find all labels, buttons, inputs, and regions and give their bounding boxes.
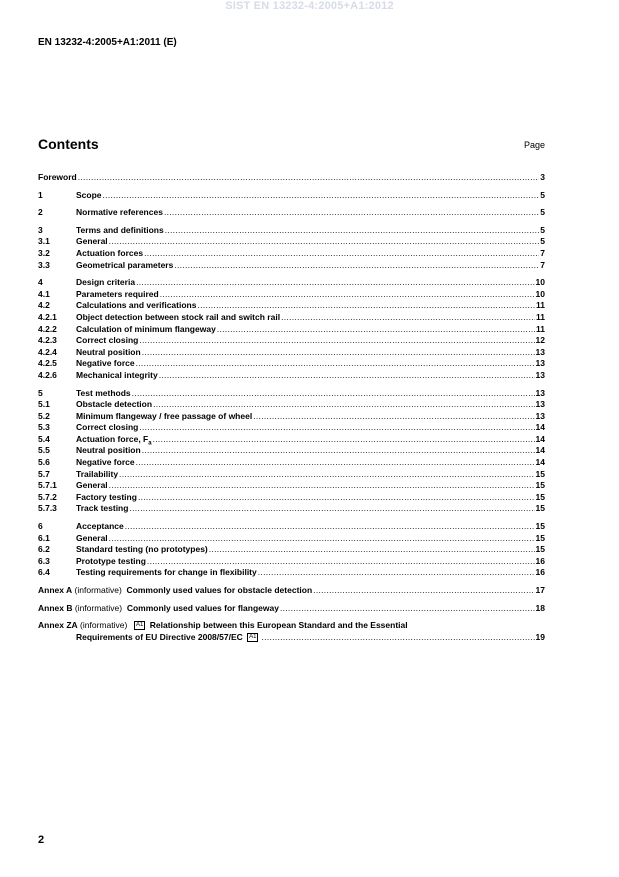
toc-entry[interactable]: [38, 434, 545, 446]
toc-entry-page: 15: [535, 468, 545, 479]
toc-entry-title: Terms and definitions: [76, 224, 164, 235]
toc-entry-page: 5: [540, 224, 545, 235]
toc-entry-number: 5.6: [38, 457, 50, 468]
leader-dots: [138, 492, 535, 504]
toc-entry-page: 19: [535, 631, 545, 642]
toc-entry-number: 6.1: [38, 532, 50, 543]
leader-dots: [119, 469, 534, 481]
toc-entry-page: 7: [540, 247, 545, 258]
toc-entry-page: 10: [535, 288, 545, 299]
leader-dots: [313, 585, 534, 597]
toc-entry-title: Negative force: [76, 358, 135, 369]
leader-dots: [136, 457, 535, 469]
toc-entry-page: 13: [535, 346, 545, 357]
toc-entry-page: 13: [535, 387, 545, 398]
toc-entry[interactable]: [38, 347, 545, 359]
page-number: 2: [38, 834, 45, 846]
leader-dots: [258, 567, 535, 579]
toc-entry-page: 10: [535, 277, 545, 288]
toc-entry-page: 16: [535, 567, 545, 578]
amendment-start-marker: A1: [136, 622, 144, 629]
toc-entry-title: Foreword: [38, 172, 77, 182]
toc-entry[interactable]: [38, 533, 545, 545]
toc-entry[interactable]: [38, 324, 545, 336]
toc-entry[interactable]: [38, 422, 545, 434]
toc-entry[interactable]: [38, 445, 545, 457]
leader-dots: [165, 225, 540, 237]
toc-entry-number: 3.2: [38, 247, 50, 258]
toc-entry-title: General: [76, 532, 108, 543]
leader-dots: [217, 324, 535, 336]
toc-entry-page: 16: [535, 555, 545, 566]
toc-entry[interactable]: [38, 544, 545, 556]
toc-entry-title: Correct closing: [76, 335, 139, 346]
leader-dots: [253, 411, 534, 423]
leader-dots: [153, 399, 534, 411]
toc-entry-number: 5.4: [38, 433, 50, 444]
toc-entry-title: Actuation forces: [76, 247, 144, 258]
toc-entry-foreword[interactable]: [38, 172, 545, 184]
toc-entry-number: 4.2.1: [38, 311, 57, 322]
toc-entry-page: 11: [536, 300, 545, 311]
toc-entry-number: 4: [38, 277, 43, 288]
annex-za-line2: Requirements of EU Directive 2008/57/EC A1 ..... 19: [38, 632, 545, 644]
leader-dots: [159, 370, 535, 382]
toc-entry-annex-b[interactable]: [38, 603, 545, 615]
toc-entry-page: 5: [540, 189, 545, 200]
toc-entry-number: 6: [38, 521, 43, 532]
toc-entry-page: 15: [535, 544, 545, 555]
document-id: EN 13232-4:2005+A1:2011 (E): [38, 37, 177, 48]
watermark: SIST EN 13232-4:2005+A1:2012: [225, 0, 394, 12]
page-title: Contents: [38, 136, 99, 152]
toc-entry[interactable]: [38, 277, 545, 289]
toc-entry-number: 5.7.1: [38, 480, 57, 491]
leader-dots: [139, 335, 534, 347]
toc-entry[interactable]: [38, 480, 545, 492]
toc-entry-page: 15: [535, 503, 545, 514]
toc-entry-number: 5: [38, 387, 43, 398]
toc-entry-page: 11: [536, 311, 545, 322]
toc-entry-title: Mechanical integrity: [76, 369, 158, 380]
toc-entry-page: 14: [535, 422, 545, 433]
toc-entry[interactable]: [38, 567, 545, 579]
toc-entry-number: 3.3: [38, 259, 50, 270]
leader-dots: [280, 603, 535, 615]
toc-entry-title: Obstacle detection: [76, 399, 153, 410]
toc-entry[interactable]: [38, 236, 545, 248]
toc-entry-number: 5.7.3: [38, 503, 57, 514]
toc-entry[interactable]: [38, 399, 545, 411]
toc-entry-title: General: [76, 480, 108, 491]
leader-dots: [78, 172, 540, 184]
toc-entry-title: Normative references: [76, 207, 163, 218]
leader-dots: [129, 503, 534, 515]
toc-entry-number: 3.1: [38, 236, 50, 247]
toc-entry-page: 13: [535, 410, 545, 421]
toc-entry[interactable]: [38, 411, 545, 423]
leader-dots: [103, 190, 540, 202]
toc-entry-number: 4.2.2: [38, 323, 57, 334]
toc-entry-number: 5.3: [38, 422, 50, 433]
toc-entry-number: 3: [38, 224, 43, 235]
toc-entry-number: 4.2.6: [38, 369, 57, 380]
leader-dots: [136, 358, 535, 370]
toc-entry-number: 6.4: [38, 567, 50, 578]
toc-entry-number: 4.2.3: [38, 335, 57, 346]
leader-dots: [153, 434, 535, 446]
toc-entry-title: Object detection between stock rail and switch rail: [76, 311, 281, 322]
amendment-end-marker: A1: [249, 634, 257, 641]
toc-entry-number: 6.2: [38, 544, 50, 555]
toc-entry-page: 15: [535, 491, 545, 502]
toc-entry-title: Prototype testing: [76, 555, 146, 566]
toc-entry-title: Annex A (informative) Commonly used values for obstacle detection: [38, 585, 313, 595]
leader-dots: [174, 260, 539, 272]
toc-entry-number: 5.1: [38, 399, 50, 410]
toc-entry-title: Testing requirements for change in flexibility: [76, 567, 257, 578]
toc-entry[interactable]: [38, 492, 545, 504]
toc-entry[interactable]: [38, 388, 545, 400]
toc-entry-page: 5: [540, 207, 545, 218]
toc-entry-number: 4.1: [38, 288, 50, 299]
toc-entry-page: 12: [535, 335, 545, 346]
toc-entry-title: Neutral position: [76, 445, 141, 456]
toc-entry-title: Negative force: [76, 457, 135, 468]
toc-entry-title: Neutral position: [76, 346, 141, 357]
toc-entry-page: 15: [535, 521, 545, 532]
leader-dots: [142, 445, 535, 457]
toc-sections: [38, 184, 545, 579]
toc-entry-title: Acceptance: [76, 521, 124, 532]
toc-entry-title: Test methods: [76, 387, 131, 398]
toc-entry[interactable]: [38, 207, 545, 219]
toc-entry-page: 7: [540, 259, 545, 270]
toc-entry-page: 18: [535, 602, 545, 613]
toc-entry[interactable]: [38, 556, 545, 568]
toc-entry-title: Scope: [76, 189, 102, 200]
toc-entry-number: 6.3: [38, 555, 50, 566]
toc-entry-number: 5.7: [38, 468, 50, 479]
toc-entry[interactable]: [38, 370, 545, 382]
toc-entry-page: 11: [536, 323, 545, 334]
leader-dots: [164, 207, 539, 219]
toc-entry[interactable]: [38, 469, 545, 481]
leader-dots: [132, 388, 535, 400]
toc-entry-title: General: [76, 236, 108, 247]
toc-entry-page: 13: [535, 399, 545, 410]
toc-entry[interactable]: [38, 521, 545, 533]
toc-entry-title: Minimum flangeway / free passage of wheel: [76, 410, 253, 421]
toc-entry-title: Actuation force, $F_a$: [76, 433, 152, 447]
toc-entry-title: Annex B (informative) Commonly used values for flangeway: [38, 602, 279, 613]
leader-dots: [197, 300, 535, 312]
toc-entry-annex-za[interactable]: [38, 620, 545, 643]
toc-entry-title: Parameters required: [76, 288, 159, 299]
toc-entry[interactable]: [38, 335, 545, 347]
page-column-header: Page: [523, 140, 545, 150]
toc-entry-title: Track testing: [76, 503, 129, 514]
leader-dots: [144, 248, 539, 260]
toc-entry[interactable]: [38, 300, 545, 312]
leader-dots: [281, 312, 535, 324]
leader-dots: [142, 347, 535, 359]
toc-entry-page: 14: [535, 433, 545, 444]
leader-dots: [139, 422, 534, 434]
toc-entry[interactable]: [38, 248, 545, 260]
toc-entry[interactable]: [38, 457, 545, 469]
toc-entry-page: 13: [535, 358, 545, 369]
toc-entry-page: 15: [535, 480, 545, 491]
toc-entry-page: 15: [535, 532, 545, 543]
leader-dots: [209, 544, 535, 556]
toc-entry[interactable]: [38, 312, 545, 324]
toc-entry-number: 4.2.4: [38, 346, 57, 357]
leader-dots: [147, 556, 535, 568]
toc-entry-number: 2: [38, 207, 43, 218]
toc-entry[interactable]: [38, 358, 545, 370]
toc-entry-page: 14: [535, 445, 545, 456]
toc-entry-number: 1: [38, 189, 43, 200]
leader-dots: [109, 236, 540, 248]
toc-entry-number: 5.2: [38, 410, 50, 421]
leader-dots: [160, 289, 535, 301]
leader-dots: [125, 521, 535, 533]
toc-entry[interactable]: [38, 503, 545, 515]
toc-entry-page: 14: [535, 457, 545, 468]
leader-dots: [109, 480, 535, 492]
toc-entry-title: Correct closing: [76, 422, 139, 433]
toc-entry-page: 13: [535, 369, 545, 380]
toc-entry-title: Design criteria: [76, 277, 136, 288]
leader-dots: [109, 533, 535, 545]
toc-entry-title: Standard testing (no prototypes): [76, 544, 208, 555]
toc-entry-number: 5.7.2: [38, 491, 57, 502]
table-of-contents: [38, 172, 545, 643]
toc-entry-number: 4.2: [38, 300, 50, 311]
toc-entry[interactable]: [38, 260, 545, 272]
toc-entry-title: Calculation of minimum flangeway: [76, 323, 216, 334]
toc-entry-page: 5: [540, 236, 545, 247]
toc-entry-number: 4.2.5: [38, 358, 57, 369]
toc-entry-annex-a[interactable]: [38, 585, 545, 597]
toc-entry-title: Factory testing: [76, 491, 137, 502]
toc-entry[interactable]: [38, 190, 545, 202]
toc-entry-title: Geometrical parameters: [76, 259, 174, 270]
toc-entry[interactable]: [38, 225, 545, 237]
leader-dots: [261, 632, 534, 644]
toc-entry-number: 5.5: [38, 445, 50, 456]
toc-entry-page: 17: [535, 585, 545, 595]
toc-entry-title: Calculations and verifications: [76, 300, 197, 311]
annex-za-heading: Annex ZA (informative) A1 Relationship between this European Standard and the Essential: [38, 620, 408, 631]
toc-entry-page: 3: [540, 172, 545, 182]
leader-dots: [136, 277, 534, 289]
toc-entry[interactable]: [38, 289, 545, 301]
toc-entry-title: Trailability: [76, 468, 119, 479]
